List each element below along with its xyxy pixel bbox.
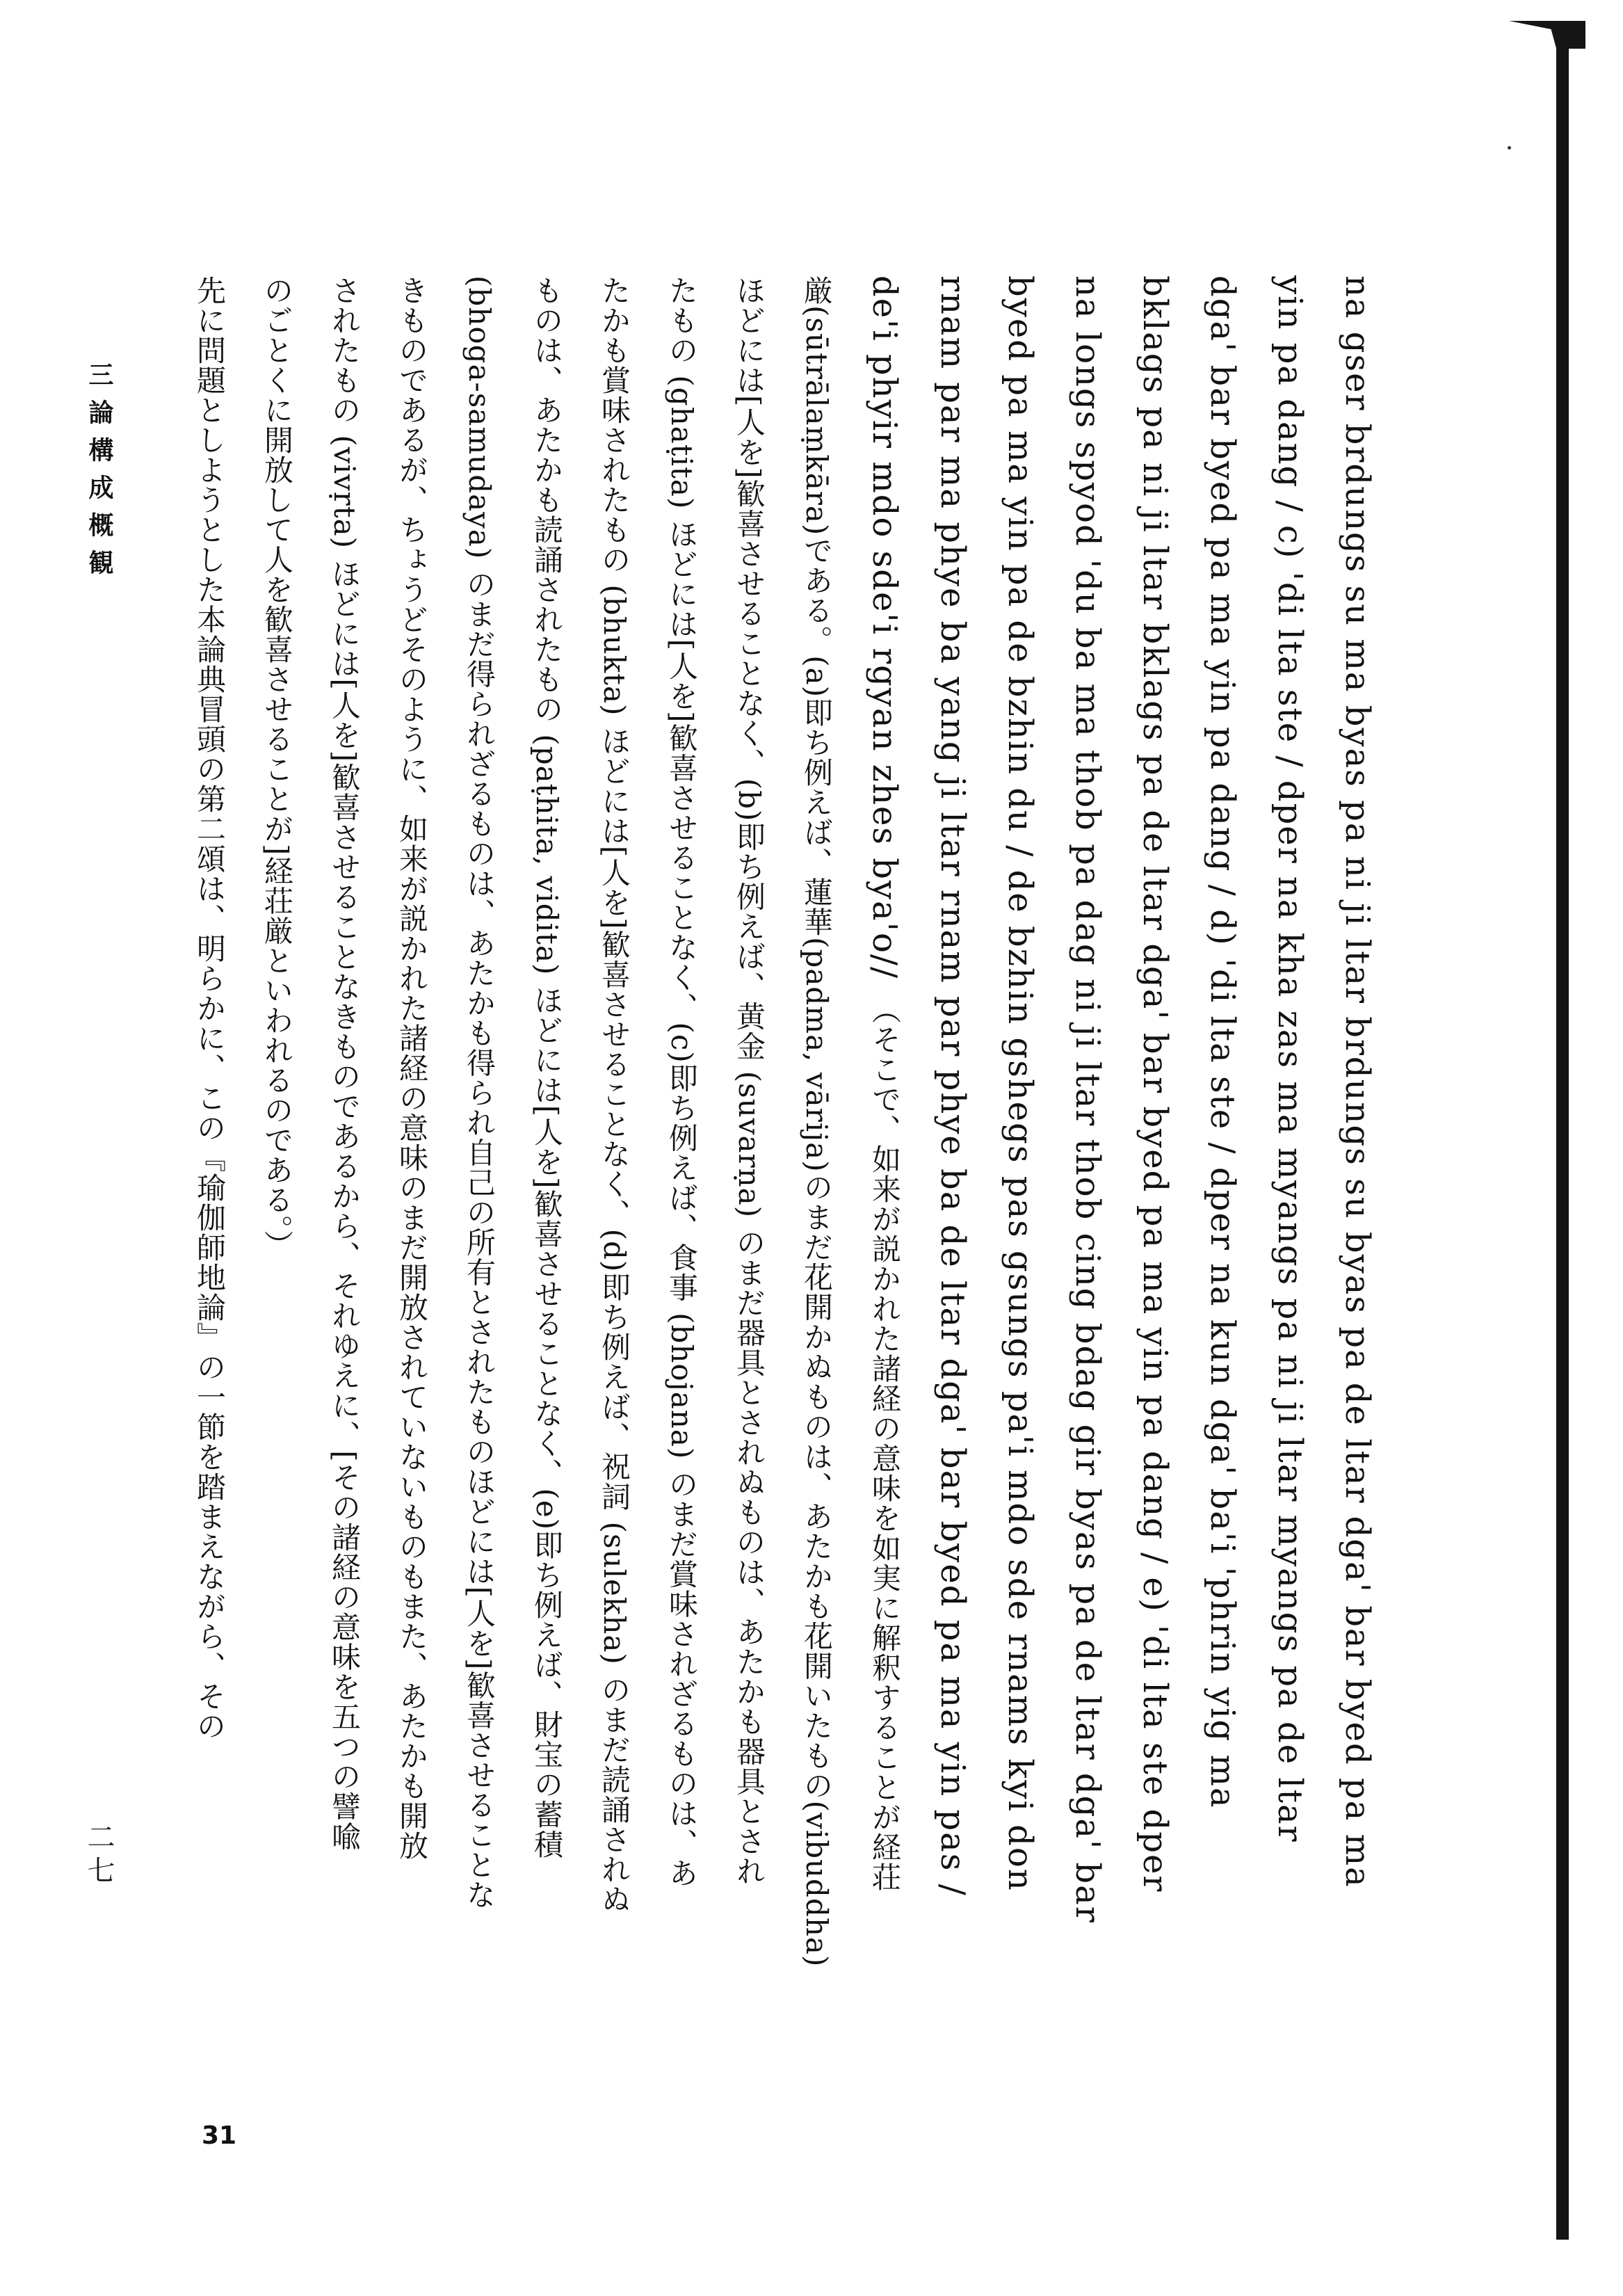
japanese-line: （そこで、如来が説かれた諸経の意味を如実に解釈することが経荘 <box>868 1009 902 1893</box>
mixed-line <box>850 275 919 2153</box>
page-number-kanji: 二七 <box>83 1822 115 1889</box>
tibetan-line: yin pa dang / c) 'di lta ste / dper na kha zas ma myangs pa ni ji ltar myangs pa de ltar <box>1270 275 1309 1843</box>
tibetan-line: byed pa ma yin pa de bzhin du / de bzhin gshegs pas gsungs pa'i mdo sde rnams kyi don <box>1001 275 1040 1892</box>
running-head: 三論構成概観 <box>85 362 113 587</box>
japanese-line: きものであるが、ちょうどそのように、如来が説かれた諸経の意味のまだ開放されていないものもまた、あたかも開放 <box>395 275 429 1861</box>
japanese-line: のごとくに開放して人を歓喜させることが]経荘厳といわれるのである。） <box>260 275 294 1260</box>
japanese-line: たもの (ghaṭita) ほどには[人を]歓喜させることなく、(c)即ち例えば、食事 (bhojana) のまだ賞味されざるものは、あ <box>665 275 699 1888</box>
binding-edge-cap <box>1509 21 1585 49</box>
japanese-line: (bhoga-samudaya) のまだ得られざるものは、あたかも得られ自己の所有とされたものほどには[人を]歓喜させることな <box>462 275 496 1910</box>
closing-line: 先に問題としようとした本論典冒頭の第二頌は、明らかに、この『瑜伽師地論』の一節を踏まえながら、その <box>193 275 227 1741</box>
tibetan-line: de'i phyir mdo sde'i rgyan zhes bya'o// <box>865 275 904 980</box>
tibetan-line: na gser brdungs su ma byas pa ni ji ltar brdungs su byas pa de ltar dga' bar byed pa ma <box>1338 275 1377 1888</box>
japanese-line: ほどには[人を]歓喜させることなく、(b)即ち例えば、黄金 (suvarṇa) のまだ器具とされぬものは、あたかも器具とされ <box>732 275 766 1886</box>
japanese-line: たかも賞味されたもの (bhukta) ほどには[人を]歓喜させることなく、(d)即ち例えば、祝詞 (sulekha) のまだ読誦されぬ <box>597 275 631 1915</box>
tibetan-line: rnam par ma phye ba yang ji ltar rnam par phye ba de ltar dga' bar byed pa ma yin pas / <box>933 275 972 1897</box>
tibetan-line: bklags pa ni ji ltar bklags pa de ltar dga' bar byed pa ma yin pa dang / e) 'di lta ste dper <box>1136 275 1174 1893</box>
tibetan-line: dga' bar byed pa ma yin pa dang / d) 'di lta ste / dper na kun dga' ba'i 'phrin yig ma <box>1203 275 1242 1809</box>
tibetan-line: na longs spyod 'du ba ma thob pa dag ni ji ltar thob cing bdag gir byas pa de ltar dga' bar <box>1068 275 1107 1924</box>
page-number: 31 <box>202 2121 237 2150</box>
japanese-line: 厳(sūtrālaṃkāra)である。(a)即ち例えば、蓮華(padma, vārija)のまだ花開かぬものは、あたかも花開いたもの(vibuddha) <box>800 275 834 1968</box>
body-text <box>174 275 1391 2153</box>
japanese-line: されたもの (vivṛta) ほどには[人を]歓喜させることなきものであるから、それゆえに、[その諸経の意味を五つの譬喩 <box>328 275 362 1852</box>
binding-edge <box>1556 28 1569 2240</box>
japanese-line: ものは、あたかも読誦されたもの (paṭhita, vidita) ほどには[人を]歓喜させることなく、(e)即ち例えば、財宝の蓄積 <box>530 275 564 1860</box>
scan-speck <box>1508 146 1511 150</box>
